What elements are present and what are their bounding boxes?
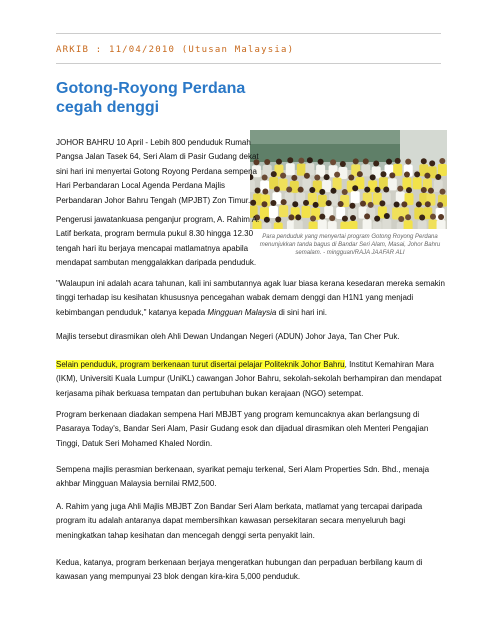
paragraph-2: Pengerusi jawatankuasa penganjur program, A. Rahim A. Latif berkata, program bermula pukul 8.30 hingga 12.30 tengah hari itu berjaya mencapai matlamatnya apabila mendapat sambutan menggalakkan daripada penduduk. — [56, 215, 260, 268]
crowd-photo-image — [250, 130, 447, 229]
paragraph-5-rest: , Institut Kemahiran Mara (IKM), Universiti Kuala Lumpur (UniKL) cawangan Johor Bahru, sekolah-sekolah berhampiran dan mendapat kerjasama pihak berkuasa tempatan dan pertubuhan bukan kerajaan (NGO) setempat. — [56, 360, 442, 398]
paragraph-8: A. Rahim yang juga Ahli Majlis MBJBT Zon Bandar Seri Alam berkata, matlamat yang tercapai daripada program itu adalah antaranya dapat membersihkan kawasan persekitaran secara menyeluruh bagi meningkatkan tahap kesihatan dan mencegah denggi serta penyakit lain. — [56, 502, 423, 540]
highlighted-text: Selain penduduk, program berkenaan turut disertai pelajar Politeknik Johor Bahru — [56, 360, 345, 369]
article-title: Gotong-Royong Perdana cegah denggi — [56, 80, 246, 116]
paragraph-4: Majlis tersebut dirasmikan oleh Ahli Dewan Undangan Negeri (ADUN) Johor Jaya, Tan Cher Puk. — [56, 332, 400, 341]
quote-tail: di sini hari ini. — [276, 307, 328, 317]
top-divider — [56, 33, 441, 34]
quote-text: "Walaupun ini adalah acara tahunan, kali ini sambutannya agak luar biasa kerana kesedaran mereka semakin tinggi terhadap isu kesihatan khususnya pencegahan wabak demam denggi dan H1N1 yang menjadi kebimbangan penduduk," katanya kepada — [56, 279, 445, 317]
paragraph-7: Sempena majlis perasmian berkenaan, syarikat pemaju terkenal, Seri Alam Properties Sdn. Bhd., menaja akhbar Mingguan Malaysia bernilai RM2,500. — [56, 465, 430, 489]
paragraph-5 — [56, 358, 446, 401]
meta-divider — [56, 63, 441, 64]
newspaper-name: Mingguan Malaysia — [207, 307, 277, 317]
paragraph-9: Kedua, katanya, program berkenaan berjaya mengeratkan hubungan dan perpaduan berbilang kaum di kawasan yang mempunyai 23 blok dengan kira-kira 5,000 penduduk. — [56, 558, 423, 582]
paragraph-6: Program berkenaan diadakan sempena Hari MBJBT yang program kemuncaknya akan berlangsung di Pasaraya Today's, Bandar Seri Alam, Pasir Gudang esok dan dijadual dirasmikan oleh Menteri Pengajian Tinggi, Datuk Seri Mohamed Khaled Nordin. — [56, 410, 429, 448]
archive-meta: ARKIB : 11/04/2010 (Utusan Malaysia) — [56, 45, 295, 55]
paragraph-3 — [56, 277, 446, 320]
photo-caption: Para penduduk yang menyertai program Gotong Royong Perdana menunjukkan tanda bagus di Bandar Seri Alam, Masai, Johor Bahru semalam. - mingguan/RAJA JAAFAR ALI — [259, 234, 441, 256]
article-photo — [250, 130, 447, 229]
paragraph-1: JOHOR BAHRU 10 April - Lebih 800 penduduk Rumah Pangsa Jalan Tasek 64, Seri Alam di Pasir Gudang dekat sini hari ini menyertai Gotong Royong Perdana sempena Hari Perbandaran Local Agenda Perdana Majlis Perbandaran Johor Bahru Tengah (MPJBT) Zon Timur. — [56, 138, 259, 205]
